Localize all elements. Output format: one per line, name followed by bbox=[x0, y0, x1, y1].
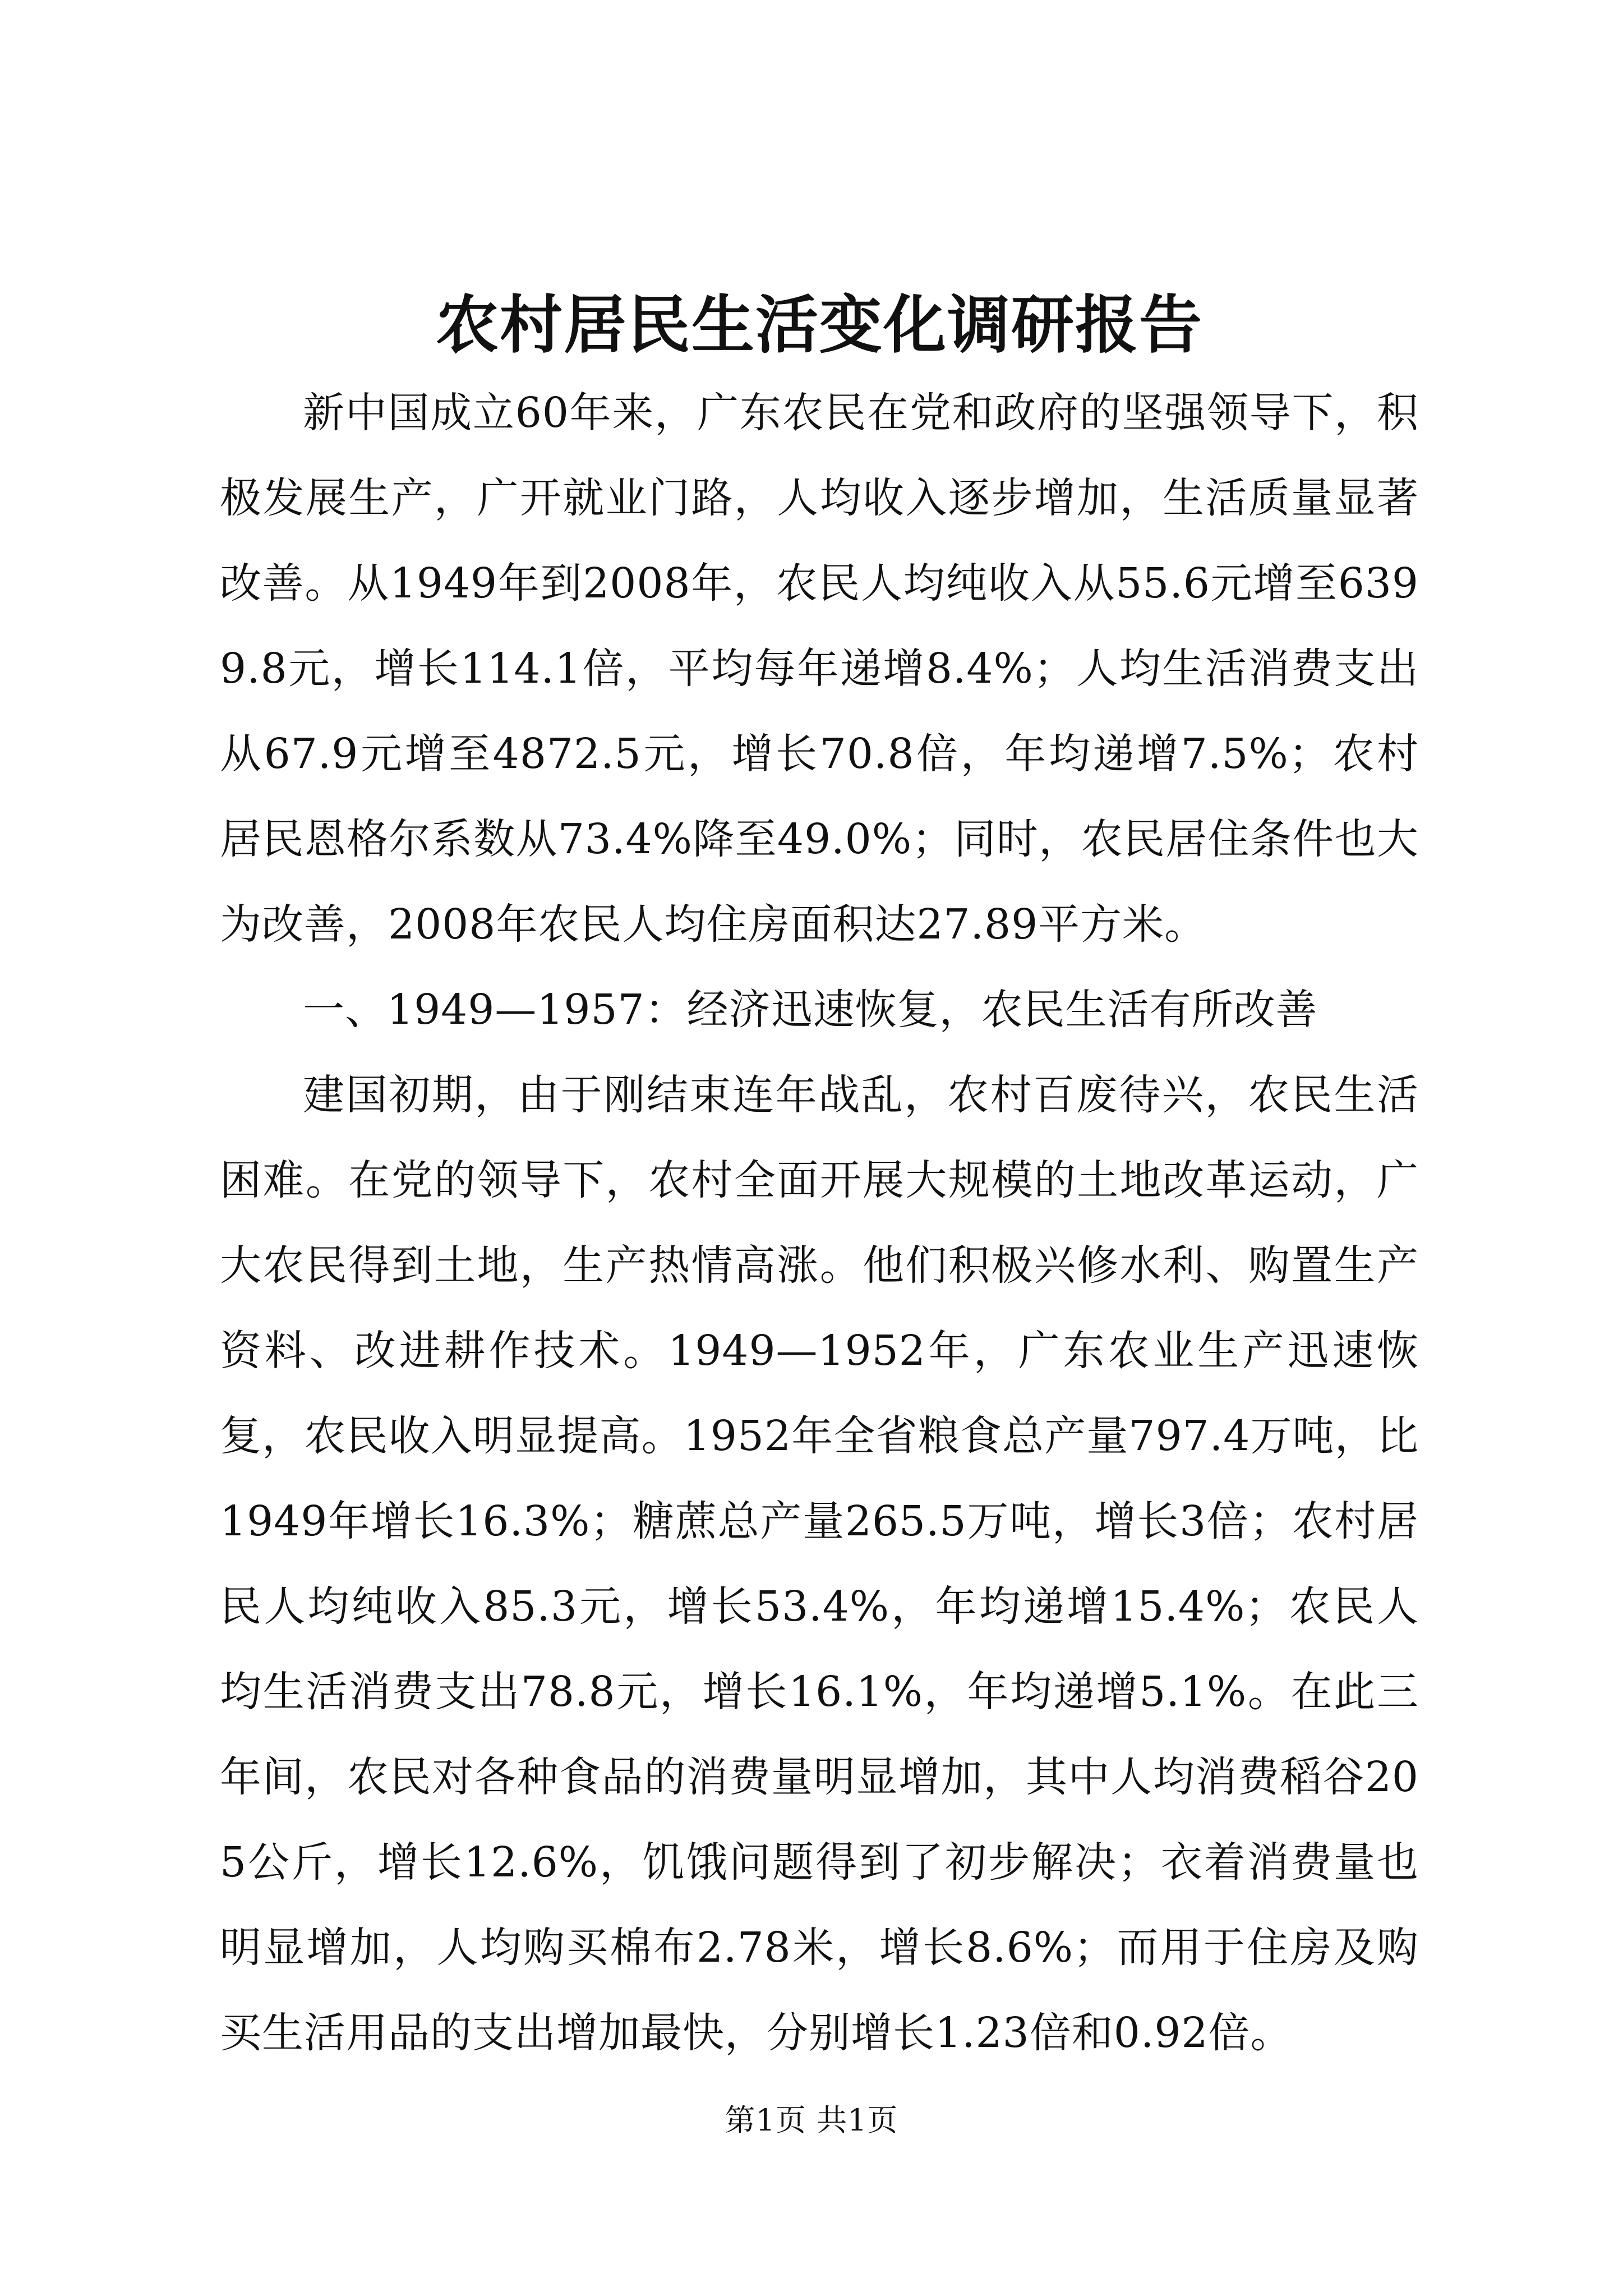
intro-paragraph: 新中国成立60年来，广东农民在党和政府的坚强领导下，积极发展生产，广开就业门路，人均收入逐步增加，生活质量显著改善。从1949年到2008年，农民人均纯收入从55.6元增至6399.8元，增长114.1倍，平均每年递增8.4%；人均生活消费支出从67.9元增至4872.5元，增长70.8倍，年均递增7.5%；农村居民恩格尔系数从73.4%降至49.0%；同时，农民居住条件也大为改善，2008年农民人均住房面积达27.89平方米。 bbox=[220, 389, 1419, 949]
document-body bbox=[220, 280, 1419, 2076]
page-footer: 第1页 共1页 bbox=[725, 2102, 898, 2138]
document-title: 农村居民生活变化调研报告 bbox=[436, 288, 1203, 362]
section-paragraph: 建国初期，由于刚结束连年战乱，农村百废待兴，农民生活困难。在党的领导下，农村全面开展大规模的土地改革运动，广大农民得到土地，生产热情高涨。他们积极兴修水利、购置生产资料、改进耕作技术。1949—1952年，广东农业生产迅速恢复，农民收入明显提高。1952年全省粮食总产量797.4万吨，比1949年增长16.3%；糖蔗总产量265.5万吨，增长3倍；农村居民人均纯收入85.3元，增长53.4%，年均递增15.4%；农民人均生活消费支出78.8元，增长16.1%，年均递增5.1%。在此三年间，农民对各种食品的消费量明显增加，其中人均消费稻谷205公斤，增长12.6%，饥饿问题得到了初步解决；衣着消费量也明显增加，人均购买棉布2.78米，增长8.6%；而用于住房及购买生活用品的支出增加最快，分别增长1.23倍和0.92倍。 bbox=[220, 1071, 1419, 2057]
section-heading: 一、1949—1957：经济迅速恢复，农民生活有所改善 bbox=[303, 986, 1318, 1034]
